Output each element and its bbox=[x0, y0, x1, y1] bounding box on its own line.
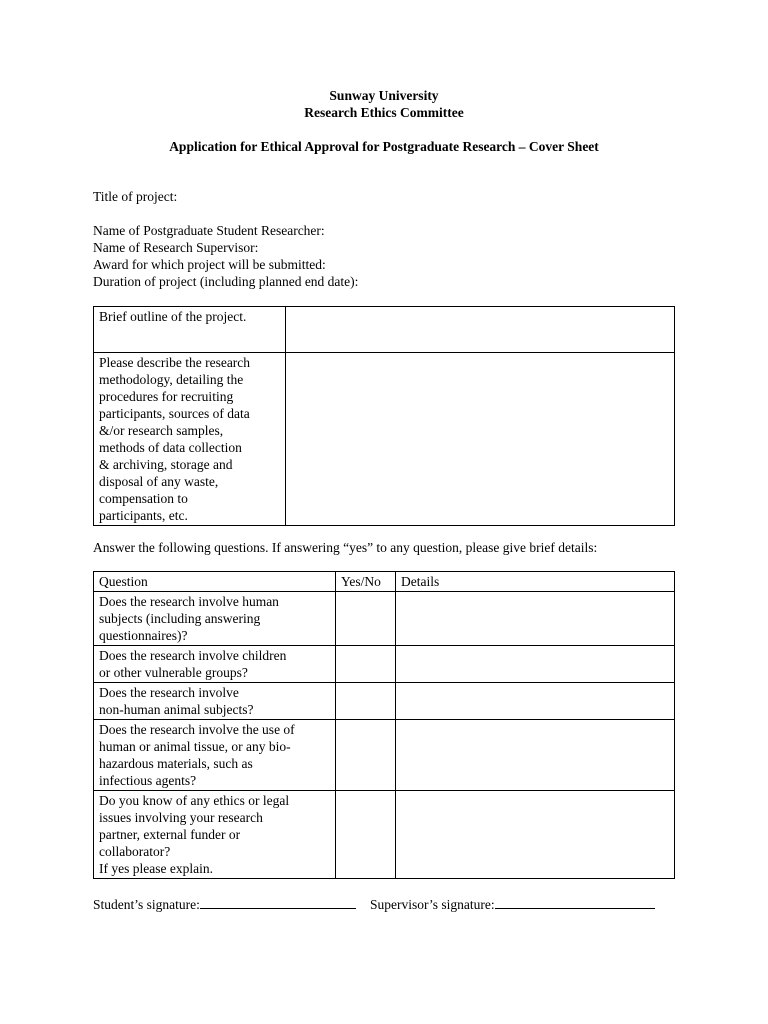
questions-table bbox=[93, 571, 675, 879]
yes-no-cell[interactable] bbox=[336, 720, 396, 791]
question-text: Does the research involve non-human animal subjects? bbox=[94, 683, 336, 720]
table-row bbox=[94, 720, 675, 791]
supervisor-signature bbox=[370, 895, 655, 913]
duration-label: Duration of project (including planned end date): bbox=[93, 274, 359, 289]
student-name-label: Name of Postgraduate Student Researcher: bbox=[93, 223, 325, 238]
details-cell[interactable] bbox=[396, 683, 675, 720]
question-text: Does the research involve the use of human or animal tissue, or any bio- hazardous materials, such as infectious agents? bbox=[94, 720, 336, 791]
supervisor-signature-label: Supervisor’s signature: bbox=[370, 897, 495, 912]
table-row bbox=[94, 791, 675, 879]
methodology-row bbox=[94, 353, 675, 526]
details-cell[interactable] bbox=[396, 791, 675, 879]
university-name: Sunway University bbox=[329, 88, 439, 103]
table-row bbox=[94, 683, 675, 720]
methodology-label: Please describe the research methodology, detailing the procedures for recruiting participants, sources of data &/or research samples, methods of data collection & archiving, storage and disposal of any waste, compensation to participants, etc. bbox=[94, 353, 286, 526]
methodology-answer-cell[interactable] bbox=[286, 353, 675, 526]
table-row bbox=[94, 592, 675, 646]
details-header: Details bbox=[396, 572, 675, 592]
yes-no-cell[interactable] bbox=[336, 791, 396, 879]
award-label: Award for which project will be submitted: bbox=[93, 257, 326, 272]
student-signature-label: Student’s signature: bbox=[93, 897, 200, 912]
committee-name: Research Ethics Committee bbox=[304, 105, 464, 120]
student-signature bbox=[93, 895, 356, 913]
supervisor-name-label: Name of Research Supervisor: bbox=[93, 240, 259, 255]
table-row bbox=[94, 646, 675, 683]
form-title: Application for Ethical Approval for Postgraduate Research – Cover Sheet bbox=[169, 139, 599, 154]
outline-label: Brief outline of the project. bbox=[94, 307, 286, 353]
supervisor-signature-line[interactable] bbox=[495, 895, 655, 909]
questions-header-row bbox=[94, 572, 675, 592]
title-of-project-label: Title of project: bbox=[93, 189, 178, 204]
question-text: Do you know of any ethics or legal issues involving your research partner, external funder or collaborator? If yes please explain. bbox=[94, 791, 336, 879]
yes-no-header: Yes/No bbox=[336, 572, 396, 592]
details-cell[interactable] bbox=[396, 592, 675, 646]
question-text: Does the research involve children or other vulnerable groups? bbox=[94, 646, 336, 683]
question-header: Question bbox=[94, 572, 336, 592]
student-signature-line[interactable] bbox=[200, 895, 356, 909]
question-text: Does the research involve human subjects (including answering questionnaires)? bbox=[94, 592, 336, 646]
yes-no-cell[interactable] bbox=[336, 646, 396, 683]
project-details-table bbox=[93, 306, 675, 526]
outline-row bbox=[94, 307, 675, 353]
details-cell[interactable] bbox=[396, 720, 675, 791]
yes-no-cell[interactable] bbox=[336, 592, 396, 646]
instructions-text: Answer the following questions. If answering “yes” to any question, please give brief details: bbox=[93, 540, 598, 555]
yes-no-cell[interactable] bbox=[336, 683, 396, 720]
details-cell[interactable] bbox=[396, 646, 675, 683]
outline-answer-cell[interactable] bbox=[286, 307, 675, 353]
